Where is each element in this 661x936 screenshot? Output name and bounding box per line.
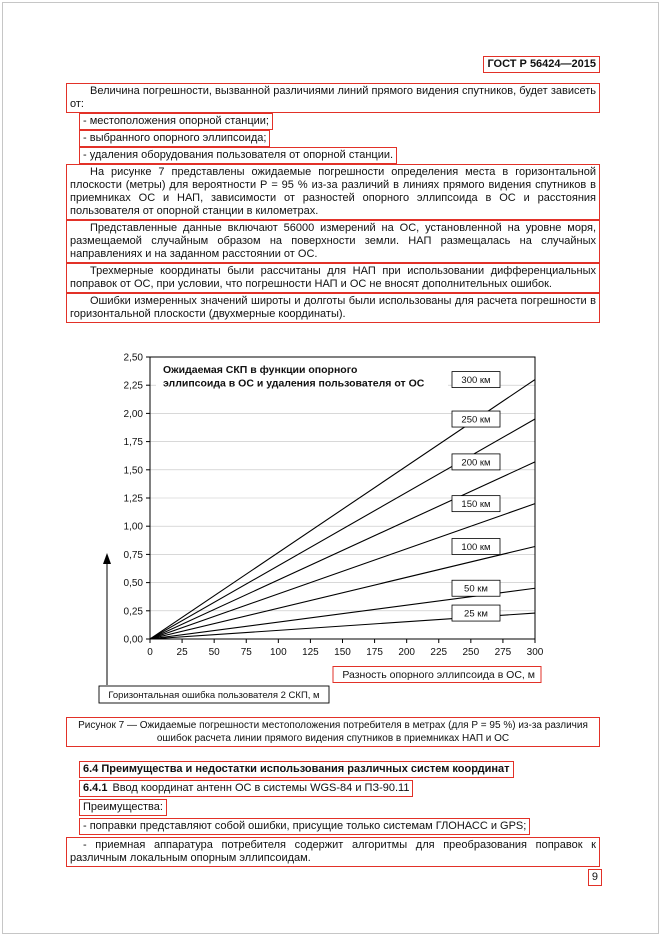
subsection-heading-6-4-1 (79, 780, 413, 797)
advantage-item: - поправки представляют собой ошибки, присущие только системам ГЛОНАСС и GPS; (79, 818, 530, 835)
y-tick-label: 1,25 (123, 493, 143, 505)
series-label: 250 км (461, 414, 491, 426)
x-tick-label: 175 (366, 647, 383, 658)
section-heading-6-4: 6.4 Преимущества и недостатки использования различных систем координат (79, 761, 514, 778)
x-tick-label: 250 (462, 647, 480, 658)
x-tick-label: 0 (147, 647, 153, 658)
x-axis-title: Разность опорного эллипсоида в ОС, м (342, 669, 535, 681)
x-tick-label: 225 (430, 647, 448, 658)
x-tick-label: 100 (269, 647, 287, 658)
y-tick-label: 0,25 (123, 606, 143, 618)
doc-header-number: ГОСТ Р 56424—2015 (483, 56, 600, 73)
page-content (66, 56, 600, 867)
series-label: 100 км (461, 542, 491, 554)
figure-caption: Рисунок 7 — Ожидаемые погрешности местоположения потребителя в метрах (для Р = 95 %) из-за различия ошибок расчета линии прямого видения спутников в приемниках НАП и ОС (66, 717, 600, 747)
x-tick-label: 75 (240, 647, 252, 658)
list-item: - удаления оборудования пользователя от опорной станции. (79, 147, 397, 164)
x-tick-label: 125 (302, 647, 319, 658)
x-tick-label: 50 (208, 647, 220, 658)
y-tick-label: 2,00 (123, 408, 143, 420)
x-tick-label: 275 (494, 647, 512, 658)
x-tick-label: 25 (176, 647, 188, 658)
x-tick-label: 150 (334, 647, 351, 658)
list-item: - выбранного опорного эллипсоида; (79, 130, 270, 147)
advantage-item: - приемная аппаратура потребителя содержит алгоритмы для преобразования поправок к различным локальным опорным эллипсоидам. (66, 837, 600, 867)
paragraph-figure-intro: На рисунке 7 представлены ожидаемые погрешности определения места в горизонтальной плоскости (метры) для вероятности Р = 95 % из-за различий в линиях прямого видения спутников в приемниках ОС и НАП, зависимости от разностей опорного эллипсоида в ОС и расстояния пользователя от опорной станции в километрах. (66, 164, 600, 220)
chart-title: эллипсоида в ОС и удаления пользователя от ОС (163, 377, 425, 390)
series-label: 200 км (461, 457, 491, 469)
y-tick-label: 0,75 (123, 549, 143, 561)
series-label: 300 км (461, 375, 491, 387)
y-tick-label: 0,50 (123, 578, 143, 590)
list-item: - местоположения опорной станции; (79, 113, 273, 130)
y-tick-label: 1,00 (123, 521, 143, 533)
paragraph-intro: Величина погрешности, вызванной различиями линий прямого видения спутников, будет зависеть от: (66, 83, 600, 113)
advantages-label: Преимущества: (79, 799, 167, 816)
x-tick-label: 300 (526, 647, 544, 658)
series-label: 150 км (461, 499, 491, 511)
figure-chart (95, 329, 600, 709)
series-label: 25 км (464, 608, 488, 620)
series-label: 50 км (464, 583, 488, 595)
y-axis-arrow (103, 553, 111, 564)
y-tick-label: 0,00 (123, 634, 143, 646)
y-axis-title: Горизонтальная ошибка пользователя 2 СКП, м (108, 690, 320, 701)
y-tick-label: 1,50 (123, 465, 143, 477)
figure-caption-row (66, 717, 600, 747)
x-tick-label: 200 (398, 647, 416, 658)
chart-title: Ожидаемая СКП в функции опорного (163, 364, 358, 376)
y-tick-label: 1,75 (123, 437, 143, 449)
subsection-title: Ввод координат антенн ОС в системы WGS-84 и ПЗ-90.11 (112, 782, 410, 794)
paragraph-measurements: Представленные данные включают 56000 измерений на ОС, установленной на уровне моря, размещаемой случайным образом на поверхности земли. НАП размещалась на случайных направлениях и на заданном расстоянии от ОС. (66, 220, 600, 263)
paragraph-errors: Ошибки измеренных значений широты и долготы были использованы для расчета погрешности в горизонтальной плоскости (двухмерные координаты). (66, 293, 600, 323)
subsection-number: 6.4.1 (83, 782, 108, 794)
paragraph-coordinates: Трехмерные координаты были рассчитаны для НАП при использовании дифференциальных поправок от ОС, при условии, что погрешности НАП и ОС не вносят дополнительных ошибок. (66, 263, 600, 293)
y-tick-label: 2,25 (123, 380, 143, 392)
page-number: 9 (588, 869, 602, 886)
y-tick-label: 2,50 (123, 352, 143, 364)
